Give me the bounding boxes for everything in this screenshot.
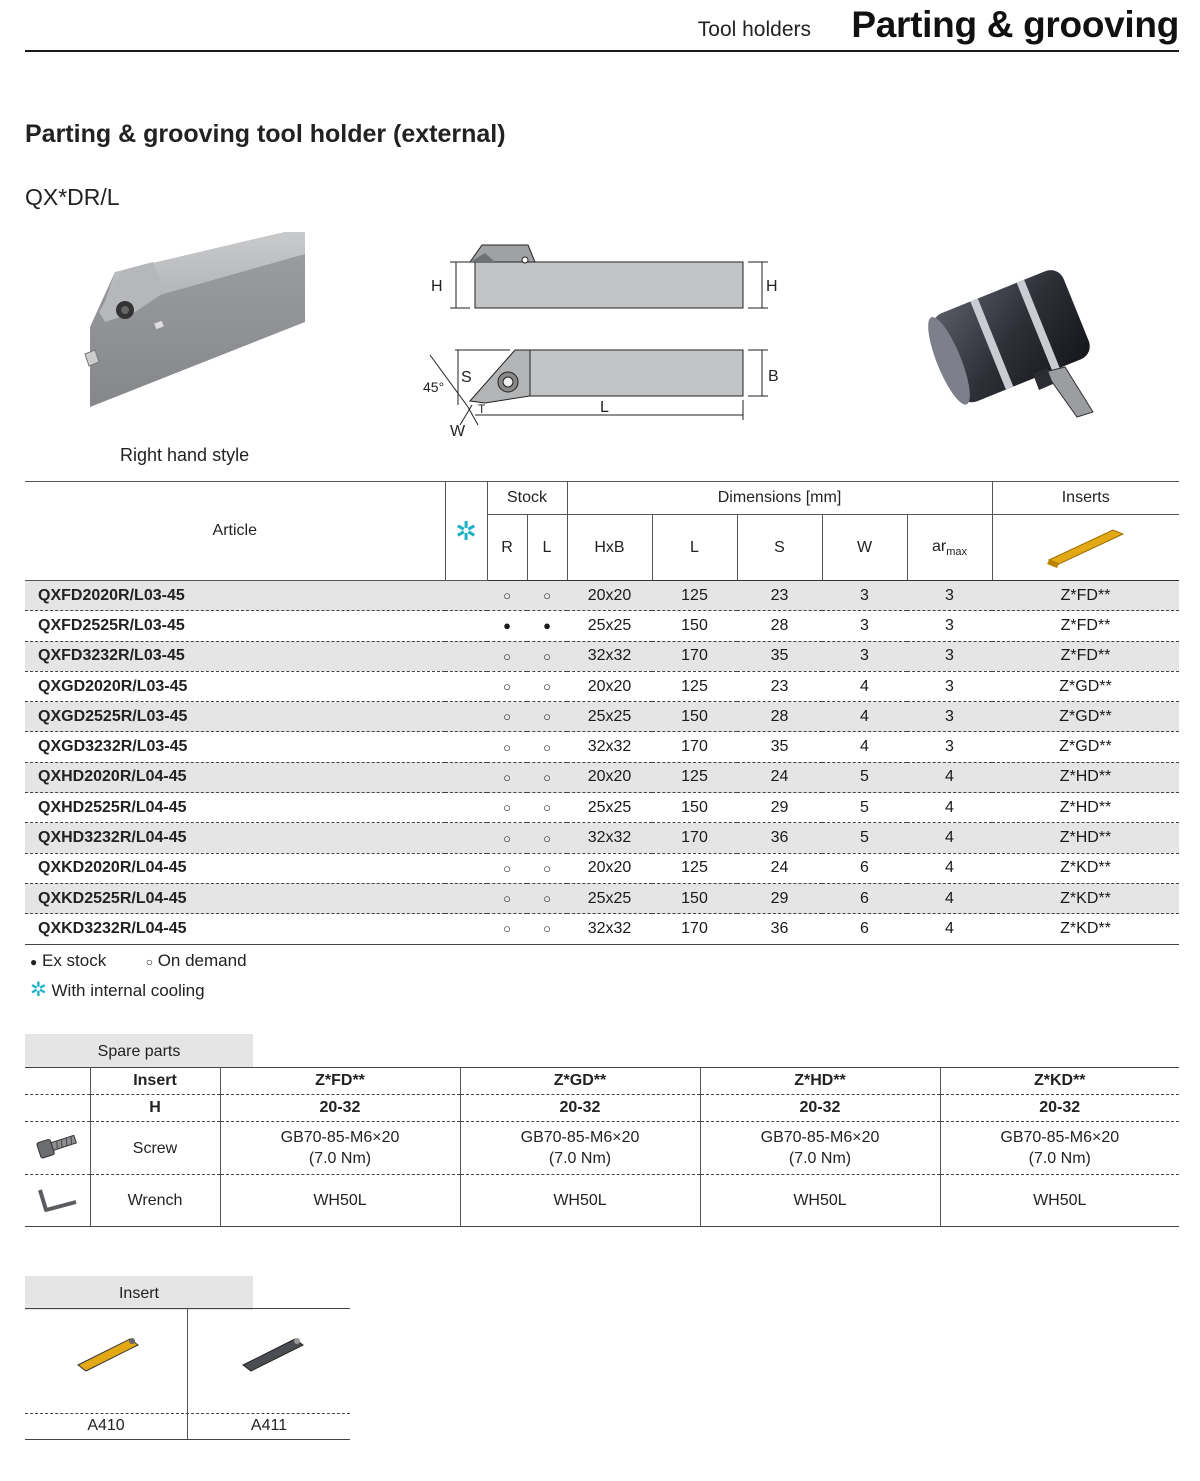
ex-stock-symbol: ●: [30, 955, 38, 969]
w-cell: 6: [822, 883, 907, 913]
table-row: [25, 732, 1179, 762]
s-cell: 24: [737, 762, 822, 792]
table-row: [25, 702, 1179, 732]
screw-torque: (7.0 Nm): [788, 1150, 852, 1167]
spare-h: 20-32: [700, 1095, 940, 1122]
legend-stock: [30, 951, 247, 971]
ar-cell: 4: [907, 883, 992, 913]
spare-insert: Z*KD**: [940, 1068, 1179, 1095]
hxb-cell: 25x25: [567, 611, 652, 641]
tool-holder-photo: [75, 232, 310, 417]
stock-r-cell: ○: [487, 883, 527, 913]
stock-r-cell: ●: [487, 611, 527, 641]
screw-torque: (7.0 Nm): [548, 1150, 612, 1167]
insert-code: A411: [250, 1417, 288, 1434]
article-cell: QXHD2525R/L04-45: [25, 793, 445, 823]
cooling-icon: ✲: [455, 515, 477, 546]
ar-cell: 4: [907, 762, 992, 792]
stock-r-cell: ○: [487, 853, 527, 883]
spare-wrench: WH50L: [220, 1175, 460, 1227]
hxb-cell: 32x32: [567, 823, 652, 853]
wrench-icon: [32, 1180, 82, 1216]
stock-l-cell: ○: [527, 762, 567, 792]
w-cell: 6: [822, 853, 907, 883]
s-cell: 28: [737, 611, 822, 641]
ar-cell: 4: [907, 823, 992, 853]
spare-parts-table: [25, 1067, 1179, 1227]
stock-l-cell: ○: [527, 914, 567, 944]
ar-cell: 3: [907, 641, 992, 671]
page-title: Parting & grooving tool holder (external): [25, 120, 506, 148]
stock-l-cell: ○: [527, 641, 567, 671]
stock-l-cell: ○: [527, 671, 567, 701]
cooling-legend-icon: ✲: [30, 979, 47, 1001]
stock-r-cell: ○: [487, 671, 527, 701]
stock-r-cell: ○: [487, 793, 527, 823]
stock-r-cell: ○: [487, 702, 527, 732]
header-title: Parting & grooving: [851, 4, 1179, 45]
cooling-cell: [445, 914, 487, 944]
table-row: [25, 853, 1179, 883]
s-cell: 29: [737, 793, 822, 823]
insert-section-label: Insert: [25, 1276, 253, 1310]
screw-code: GB70-85-M6×20: [1000, 1129, 1120, 1146]
w-cell: 5: [822, 762, 907, 792]
hxb-cell: 25x25: [567, 883, 652, 913]
hxb-cell: 32x32: [567, 914, 652, 944]
insert-grades: [25, 1308, 350, 1440]
cooling-cell: [445, 581, 487, 611]
s-cell: 29: [737, 883, 822, 913]
stock-l-cell: ○: [527, 853, 567, 883]
hxb-cell: 20x20: [567, 853, 652, 883]
drawing-label-l: L: [600, 399, 609, 416]
table-row: [25, 823, 1179, 853]
cooling-cell: [445, 671, 487, 701]
insert-cell: Z*GD**: [992, 732, 1179, 762]
stock-l-cell: ●: [527, 611, 567, 641]
s-cell: 35: [737, 732, 822, 762]
cooling-cell: [445, 641, 487, 671]
header-ar: ar: [931, 537, 947, 555]
w-cell: 6: [822, 914, 907, 944]
header-dimensions: Dimensions [mm]: [567, 482, 992, 515]
insert-icon: [1041, 520, 1131, 570]
table-row: [25, 671, 1179, 701]
page-header: [25, 0, 1179, 52]
cooling-legend-label: With internal cooling: [51, 981, 205, 1000]
article-cell: QXFD3232R/L03-45: [25, 641, 445, 671]
hxb-cell: 20x20: [567, 581, 652, 611]
screw-code: GB70-85-M6×20: [520, 1129, 640, 1146]
section-name: Tool holders: [697, 18, 811, 41]
internal-cooling-image: [925, 262, 1105, 422]
drawing-label-b: B: [768, 368, 779, 385]
insert-cell: Z*HD**: [992, 793, 1179, 823]
cooling-cell: [445, 853, 487, 883]
insert-cell: Z*FD**: [992, 581, 1179, 611]
insert-a411-image: [235, 1321, 315, 1381]
insert-cell: Z*KD**: [992, 853, 1179, 883]
insert-cell: Z*GD**: [992, 671, 1179, 701]
table-row: [25, 581, 1179, 611]
w-cell: 5: [822, 823, 907, 853]
spare-h: 20-32: [460, 1095, 700, 1122]
spare-insert: Z*FD**: [220, 1068, 460, 1095]
cooling-cell: [445, 702, 487, 732]
table-row: [25, 883, 1179, 913]
header-stock-r: R: [487, 515, 527, 581]
stock-r-cell: ○: [487, 732, 527, 762]
ar-cell: 3: [907, 702, 992, 732]
cooling-cell: [445, 883, 487, 913]
wrench-icon-cell: [25, 1175, 90, 1227]
cooling-cell: [445, 793, 487, 823]
s-cell: 23: [737, 671, 822, 701]
header-stock-l: L: [527, 515, 567, 581]
s-cell: 36: [737, 823, 822, 853]
drawing-label-t: T: [478, 402, 486, 416]
screw-icon: [32, 1127, 82, 1163]
hxb-cell: 25x25: [567, 793, 652, 823]
spare-screw: [700, 1122, 940, 1175]
stock-l-cell: ○: [527, 702, 567, 732]
article-cell: QXGD2525R/L03-45: [25, 702, 445, 732]
spare-h: 20-32: [220, 1095, 460, 1122]
cooling-cell: [445, 732, 487, 762]
insert-cell: Z*FD**: [992, 611, 1179, 641]
cooling-cell: [445, 823, 487, 853]
hxb-cell: 25x25: [567, 702, 652, 732]
stock-l-cell: ○: [527, 581, 567, 611]
dimension-drawing: [410, 235, 810, 445]
header-inserts: Inserts: [992, 482, 1179, 515]
length-cell: 125: [652, 581, 737, 611]
article-cell: QXGD2020R/L03-45: [25, 671, 445, 701]
stock-r-cell: ○: [487, 581, 527, 611]
ar-cell: 4: [907, 853, 992, 883]
length-cell: 170: [652, 914, 737, 944]
legend-cooling: [30, 980, 205, 1001]
spare-h: 20-32: [940, 1095, 1179, 1122]
screw-code: GB70-85-M6×20: [760, 1129, 880, 1146]
stock-l-cell: ○: [527, 823, 567, 853]
article-cell: QXFD2525R/L03-45: [25, 611, 445, 641]
ar-cell: 4: [907, 793, 992, 823]
figure-caption: Right hand style: [120, 445, 250, 465]
drawing-label-h-left: H: [431, 278, 443, 295]
insert-cell: Z*HD**: [992, 762, 1179, 792]
drawing-label-w: W: [450, 423, 466, 440]
header-stock: Stock: [487, 482, 567, 515]
header-article: Article: [25, 482, 445, 581]
spare-screw: [460, 1122, 700, 1175]
header-ar-sub: max: [946, 545, 967, 558]
w-cell: 5: [822, 793, 907, 823]
screw-torque: (7.0 Nm): [1028, 1150, 1091, 1167]
length-cell: 125: [652, 853, 737, 883]
s-cell: 24: [737, 853, 822, 883]
spare-wrench: WH50L: [460, 1175, 700, 1227]
cooling-cell: [445, 611, 487, 641]
w-cell: 4: [822, 702, 907, 732]
ar-cell: 3: [907, 671, 992, 701]
spare-insert: Z*HD**: [700, 1068, 940, 1095]
length-cell: 125: [652, 671, 737, 701]
w-cell: 3: [822, 611, 907, 641]
insert-code: A410: [87, 1417, 125, 1434]
ar-cell: 3: [907, 732, 992, 762]
model-code: QX*DR/L: [25, 184, 120, 210]
spare-insert: Z*GD**: [460, 1068, 700, 1095]
length-cell: 150: [652, 883, 737, 913]
w-cell: 4: [822, 671, 907, 701]
ar-cell: 3: [907, 581, 992, 611]
article-cell: QXKD3232R/L04-45: [25, 914, 445, 944]
stock-l-cell: ○: [527, 732, 567, 762]
article-table: [25, 481, 1179, 945]
insert-cell: Z*HD**: [992, 823, 1179, 853]
ar-cell: 4: [907, 914, 992, 944]
stock-r-cell: ○: [487, 823, 527, 853]
spare-insert-label: Insert: [90, 1068, 220, 1095]
length-cell: 170: [652, 823, 737, 853]
stock-r-cell: ○: [487, 914, 527, 944]
table-row: [25, 641, 1179, 671]
w-cell: 4: [822, 732, 907, 762]
ex-stock-label: Ex stock: [41, 951, 107, 970]
header-s: S: [737, 515, 822, 581]
length-cell: 170: [652, 732, 737, 762]
hxb-cell: 32x32: [567, 732, 652, 762]
stock-l-cell: ○: [527, 883, 567, 913]
s-cell: 23: [737, 581, 822, 611]
cooling-cell: [445, 762, 487, 792]
article-cell: QXHD2020R/L04-45: [25, 762, 445, 792]
insert-cell: Z*GD**: [992, 702, 1179, 732]
length-cell: 150: [652, 793, 737, 823]
header-hxb: HxB: [567, 515, 652, 581]
screw-torque: (7.0 Nm): [308, 1150, 372, 1167]
header-length: L: [652, 515, 737, 581]
header-cooling: [445, 482, 487, 581]
on-demand-label: On demand: [157, 951, 247, 970]
hxb-cell: 20x20: [567, 762, 652, 792]
header-ar-max: [907, 515, 992, 581]
article-cell: QXFD2020R/L03-45: [25, 581, 445, 611]
length-cell: 150: [652, 611, 737, 641]
w-cell: 3: [822, 641, 907, 671]
table-row: [25, 793, 1179, 823]
drawing-label-h-right: H: [766, 278, 778, 295]
table-row: [25, 762, 1179, 792]
screw-code: GB70-85-M6×20: [280, 1129, 400, 1146]
header-w: W: [822, 515, 907, 581]
table-row: [25, 611, 1179, 641]
insert-cell: Z*FD**: [992, 641, 1179, 671]
article-cell: QXHD3232R/L04-45: [25, 823, 445, 853]
spare-wrench-label: Wrench: [90, 1175, 220, 1227]
hxb-cell: 32x32: [567, 641, 652, 671]
on-demand-symbol: ○: [145, 955, 153, 969]
spare-screw: [220, 1122, 460, 1175]
spare-screw-label: Screw: [90, 1122, 220, 1175]
table-row: [25, 914, 1179, 944]
spare-parts-label: Spare parts: [25, 1034, 253, 1068]
length-cell: 170: [652, 641, 737, 671]
article-cell: QXKD2020R/L04-45: [25, 853, 445, 883]
drawing-label-s: S: [461, 369, 472, 386]
length-cell: 125: [652, 762, 737, 792]
length-cell: 150: [652, 702, 737, 732]
s-cell: 36: [737, 914, 822, 944]
s-cell: 35: [737, 641, 822, 671]
article-cell: QXKD2525R/L04-45: [25, 883, 445, 913]
w-cell: 3: [822, 581, 907, 611]
spare-screw: [940, 1122, 1179, 1175]
article-cell: QXGD3232R/L03-45: [25, 732, 445, 762]
drawing-label-angle: 45°: [423, 379, 445, 395]
s-cell: 28: [737, 702, 822, 732]
insert-a410-image: [70, 1321, 150, 1381]
spare-h-label: H: [90, 1095, 220, 1122]
insert-cell: Z*KD**: [992, 883, 1179, 913]
spare-wrench: WH50L: [940, 1175, 1179, 1227]
hxb-cell: 20x20: [567, 671, 652, 701]
header-insert-image: [992, 515, 1179, 581]
screw-icon-cell: [25, 1122, 90, 1175]
insert-cell: Z*KD**: [992, 914, 1179, 944]
stock-r-cell: ○: [487, 641, 527, 671]
ar-cell: 3: [907, 611, 992, 641]
stock-l-cell: ○: [527, 793, 567, 823]
spare-wrench: WH50L: [700, 1175, 940, 1227]
stock-r-cell: ○: [487, 762, 527, 792]
